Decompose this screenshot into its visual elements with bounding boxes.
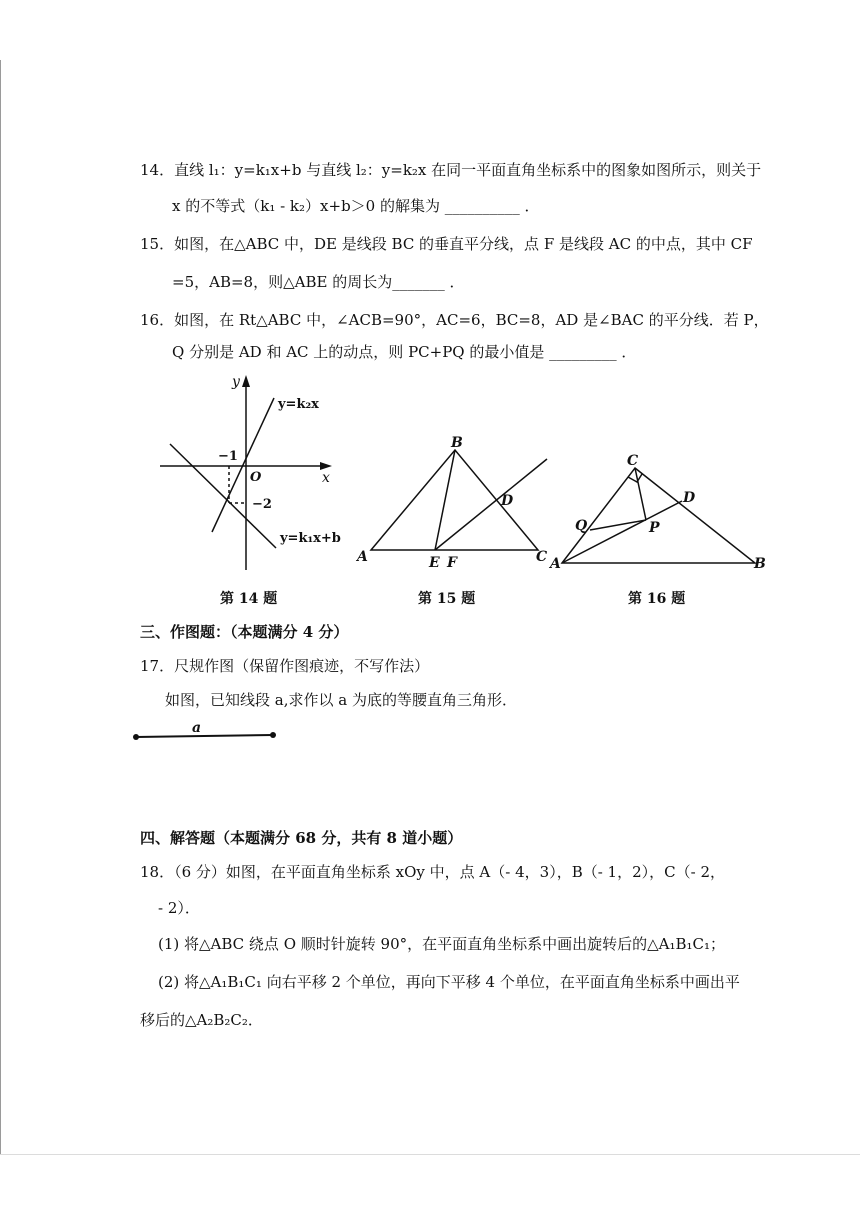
question-18-line-1: 18．（6 分）如图，在平面直角坐标系 xOy 中，点 A（- 4，3），B（- 1，2），C（- 2， [140,863,725,881]
question-16-line-1: 16．如图，在 Rt△ABC 中，∠ACB=90°，AC=6，BC=8，AD 是∠BAC 的平分线．若 P， [140,311,769,329]
fig16-label-q: Q [575,518,588,534]
question-17-line-2: 如图，已知线段 a,求作以 a 为底的等腰直角三角形． [165,691,517,709]
figure-16 [550,450,780,580]
fig15-label-d: D [501,493,514,509]
page-left-border [0,60,1,1155]
question-17-line-1: 17．尺规作图（保留作图痕迹，不写作法） [140,657,430,675]
fig16-label-d: D [683,490,696,506]
fig16-label-b: B [754,556,766,572]
page-bottom-divider [0,1154,860,1155]
question-14-line-2: x 的不等式（k₁ - k₂）x+b＞0 的解集为 __________ ． [172,197,540,215]
fig14-label-l2: y=k₂x [278,397,319,412]
fig14-label-l1: y=k₁x+b [280,531,341,546]
fig15-label-e: E [429,555,440,571]
question-18-part-2: (2) 将△A₁B₁C₁ 向右平移 2 个单位，再向下平移 4 个单位，在平面直角坐标系中画出平 [158,973,740,991]
question-16-line-2: Q 分别是 AD 和 AC 上的动点，则 PC+PQ 的最小值是 _________ ． [172,343,637,361]
fig16-label-p: P [649,520,660,536]
fig16-label-a: A [550,556,561,572]
fig16-segment-pq [590,520,646,530]
segment-a-end-left [133,734,139,740]
question-15-line-2: =5，AB=8，则△ABE 的周长为_______ ． [172,273,465,291]
question-15-line-1: 15．如图，在△ABC 中，DE 是线段 BC 的垂直平分线，点 F 是线段 AC 的中点，其中 CF [140,235,753,253]
fig14-y-label: y [232,374,240,390]
segment-a-end-right [270,732,276,738]
fig15-label-a: A [357,549,368,565]
fig15-segment-be [435,450,455,550]
figure-15-caption: 第 15 题 [418,591,476,607]
figure-16-caption: 第 16 题 [628,591,686,607]
segment-a-line [136,735,273,737]
fig14-tick-y: −2 [252,497,272,512]
figure-14-caption: 第 14 题 [220,591,278,607]
fig15-label-c: C [536,549,548,565]
fig14-x-arrow [320,462,332,470]
fig15-label-f: F [447,555,457,571]
fig14-y-arrow [242,375,250,387]
section-4-heading: 四、解答题（本题满分 68 分，共有 8 道小题） [140,829,463,847]
figure-15 [355,435,555,575]
fig16-label-c: C [627,453,639,469]
fig15-perp-bisector [435,459,547,550]
question-14-line-1: 14．直线 l₁：y=k₁x+b 与直线 l₂：y=k₂x 在同一平面直角坐标系中的图象如图所示，则关于 [140,161,762,179]
fig15-label-b: B [451,435,463,451]
figure-14 [150,370,370,570]
section-3-heading: 三、作图题：（本题满分 4 分） [140,623,349,641]
fig14-x-label: x [322,470,330,486]
question-18-part-3: 移后的△A₂B₂C₂． [140,1011,263,1029]
segment-a-figure [130,720,280,750]
fig14-origin: O [250,470,262,485]
question-18-part-1: (1) 将△ABC 绕点 O 顺时针旋转 90°，在平面直角坐标系中画出旋转后的△A₁B₁C₁； [158,935,726,953]
question-18-line-2: - 2）． [158,899,200,917]
fig14-tick-x: −1 [218,449,238,464]
segment-a-label: a [192,720,202,736]
